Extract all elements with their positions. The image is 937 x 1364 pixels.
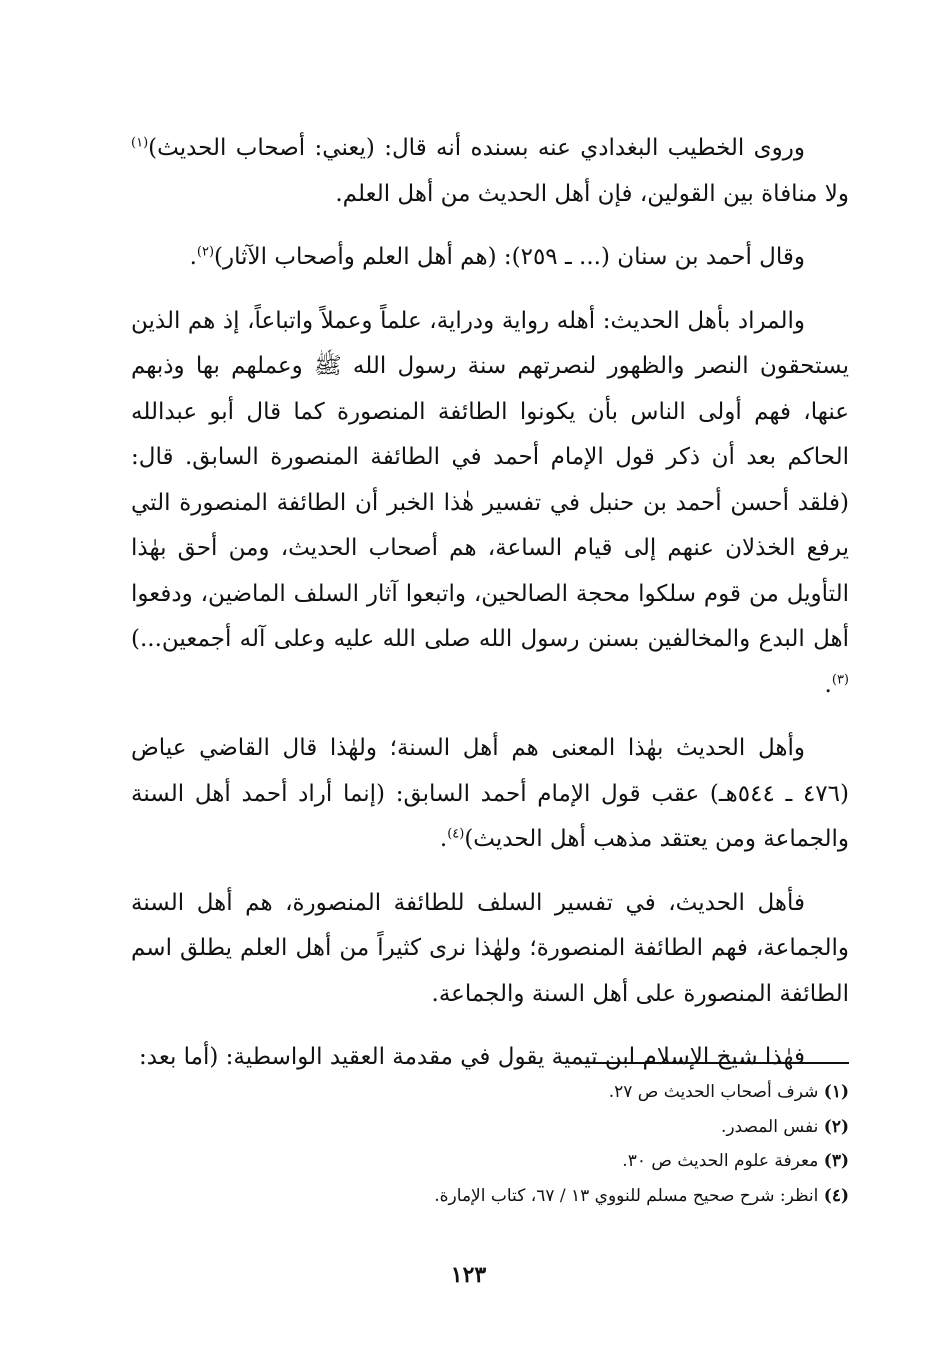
footnote-4-text: انظر: شرح صحيح مسلم للنووي ١٣ / ٦٧، كتاب الإمارة.: [434, 1185, 819, 1206]
footnote-1: [131, 1075, 849, 1110]
footnote-1-text: شرف أصحاب الحديث ص ٢٧.: [608, 1082, 819, 1102]
paragraph-4-tail: .: [439, 826, 448, 852]
footnote-1-number: (١): [823, 1082, 849, 1102]
paragraph-6: [131, 1035, 849, 1081]
paragraph-4-text: وأهل الحديث بهٰذا المعنى هم أهل السنة؛ ولهٰذا قال القاضي عياض (٤٧٦ ـ ٥٤٤هـ) عقب قول الإمام أحمد السابق: (إنما أراد أحمد أهل السنة والجماعة ومن يعتقد مذهب أهل الحديث): [131, 735, 849, 852]
paragraph-2-text: وقال أحمد بن سنان (... ـ ٢٥٩): (هم أهل العلم وأصحاب الآثار): [214, 244, 805, 270]
footnote-separator: [581, 1062, 849, 1064]
paragraph-4: [131, 726, 849, 863]
paragraph-2: [131, 235, 849, 281]
paragraph-3-tail: .: [824, 671, 832, 698]
footnote-marker-2: (٢): [196, 244, 215, 260]
footnote-marker-4: (٤): [447, 826, 465, 842]
footnote-3: [131, 1144, 849, 1179]
footnote-4-number: (٤): [823, 1185, 849, 1206]
footnote-2-text: نفس المصدر.: [720, 1116, 819, 1137]
footnote-3-number: (٣): [823, 1151, 849, 1171]
paragraph-2-tail: .: [189, 244, 197, 270]
footnote-4: [131, 1179, 849, 1214]
page-number: ١٢٣: [450, 1262, 487, 1288]
footnote-marker-3: (٣): [831, 671, 849, 687]
footnote-marker-1: (١): [131, 135, 149, 151]
paragraph-1-tail: ولا منافاة بين القولين، فإن أهل الحديث من أهل العلم.: [335, 180, 849, 207]
main-text: [131, 126, 849, 1099]
paragraph-1-text: وروى الخطيب البغدادي عنه بسنده أنه قال: (يعني: أصحاب الحديث): [148, 135, 805, 161]
footnote-3-text: معرفة علوم الحديث ص ٣٠.: [622, 1151, 819, 1171]
paragraph-5: [131, 881, 849, 1018]
paragraph-3: [131, 299, 849, 709]
paragraph-3-text: والمراد بأهل الحديث: أهله رواية ودراية، علماً وعملاً واتباعاً، إذ هم الذين يستحقون النصر والظهور لنصرتهم سنة رسول الله ﷺ وعملهم بها وذبهم عنها، فهم أولى الناس بأن يكونوا الطائفة المنصورة كما قال أبو عبدالله الحاكم بعد أن ذكر قول الإمام أحمد في الطائفة المنصورة السابق. قال: (فلقد أحسن أحمد بن حنبل في تفسير هٰذا الخبر أن الطائفة المنصورة التي يرفع الخذلان عنهم إلى قيام الساعة، هم أصحاب الحديث، ومن أحق بهٰذا التأويل من قوم سلكوا محجة الصالحين، واتبعوا آثار السلف الماضين، ودفعوا أهل البدع والمخالفين بسنن رسول الله صلى الله عليه وعلى آله أجمعين...): [131, 307, 850, 652]
footnote-2: [131, 1110, 849, 1145]
footnote-2-number: (٢): [823, 1116, 849, 1137]
footnotes: [131, 1075, 849, 1213]
paragraph-6-text: فهٰذا شيخ الإسلام ابن تيمية يقول في مقدمة العقيد الواسطية: (أما بعد:: [139, 1044, 805, 1070]
paragraph-1: [131, 126, 849, 217]
paragraph-5-text: فأهل الحديث، في تفسير السلف للطائفة المنصورة، هم أهل السنة والجماعة، فهم الطائفة المنصورة؛ ولهٰذا نرى كثيراً من أهل العلم يطلق اسم الطائفة المنصورة على أهل السنة والجماعة.: [131, 889, 849, 1007]
